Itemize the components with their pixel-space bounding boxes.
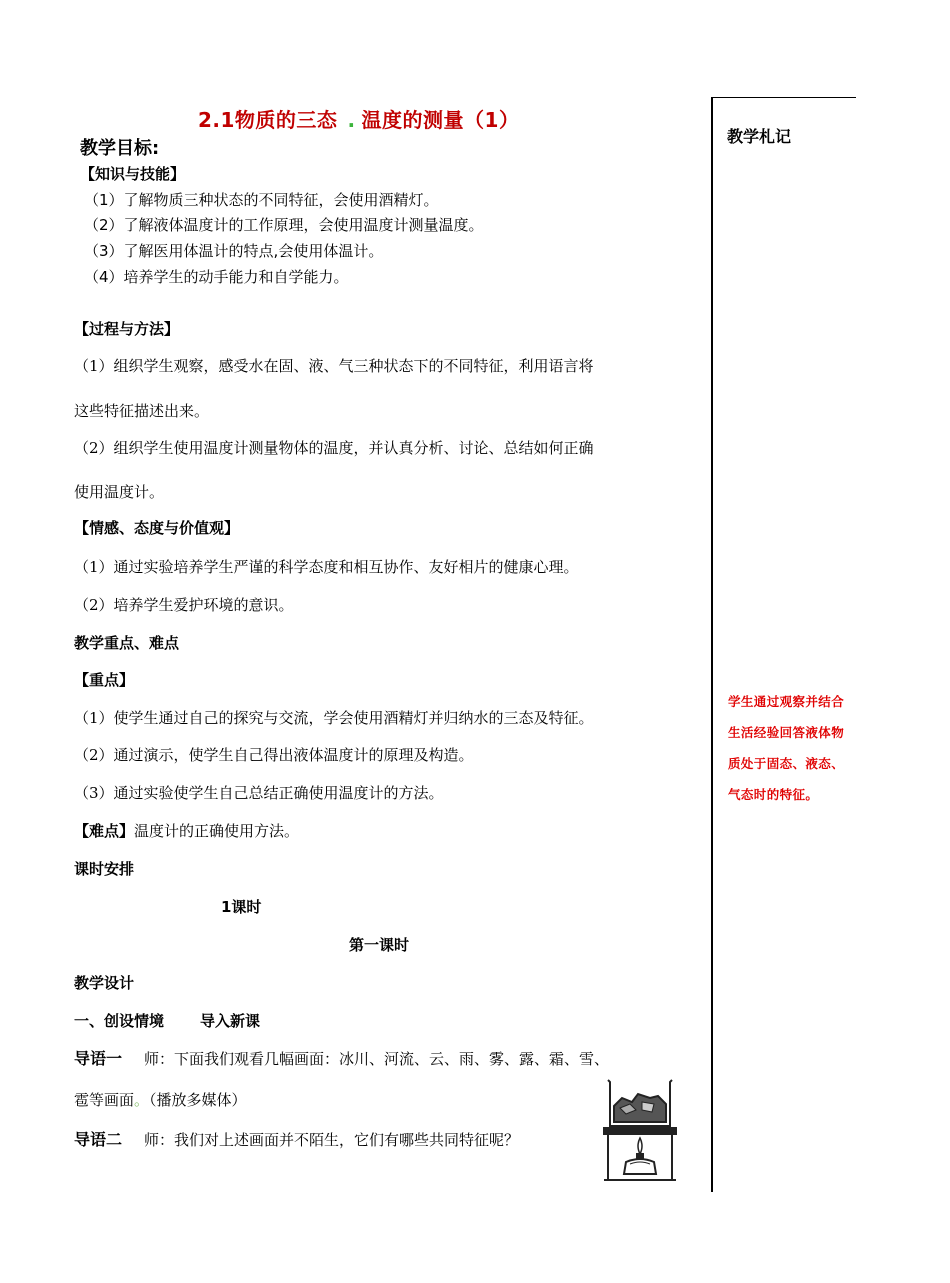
difficulty-text: 温度计的正确使用方法。 — [134, 822, 300, 840]
intro-2-text: 师：我们对上述画面并不陌生，它们有哪些共同特征呢？ — [144, 1131, 520, 1149]
knowledge-item-4: （4）培养学生的动手能力和自学能力。 — [84, 268, 349, 286]
beaker-burner-illustration — [600, 1076, 680, 1182]
process-item-2-cont: 使用温度计。 — [74, 483, 165, 501]
emotion-heading: 【情感、态度与价值观】 — [74, 519, 240, 537]
page-title — [198, 104, 519, 133]
knowledge-item-2: （2）了解液体温度计的工作原理，会使用温度计测量温度。 — [84, 216, 484, 234]
section-1-b: 导入新课 — [200, 1012, 261, 1030]
keypoints-heading: 教学重点、难点 — [74, 634, 180, 652]
intro-2-label: 导语二 — [74, 1130, 123, 1149]
intro-1-cont-line — [74, 1089, 247, 1110]
schedule-value: 1课时 — [221, 898, 262, 916]
intro-1-text: 师：下面我们观看几幅画面：冰川、河流、云、雨、雾、露、霜、雪、 — [144, 1050, 610, 1068]
intro-1 — [74, 1046, 609, 1069]
difficulty-line — [74, 820, 299, 841]
difficulty-label: 【难点】 — [74, 822, 135, 840]
title-part1: 2.1物质的三态 — [198, 108, 338, 132]
title-part2: 温度的测量（1） — [361, 108, 520, 132]
focus-item-3: （3）通过实验使学生自己总结正确使用温度计的方法。 — [74, 784, 444, 802]
focus-heading: 【重点】 — [74, 671, 135, 689]
focus-item-2: （2）通过演示，使学生自己得出液体温度计的原理及构造。 — [74, 746, 474, 764]
sidebar-top-rule — [711, 97, 856, 98]
sidebar-note: 学生通过观察并结合生活经验回答液体物质处于固态、液态、气态时的特征。 — [728, 694, 845, 802]
design-heading: 教学设计 — [74, 974, 135, 992]
objectives-heading: 教学目标: — [80, 138, 160, 159]
intro-2 — [74, 1127, 519, 1150]
intro-1-cont: 雹等画面 — [74, 1091, 135, 1109]
schedule-heading: 课时安排 — [74, 860, 135, 878]
process-item-1: （1）组织学生观察，感受水在固、液、气三种状态下的不同特征，利用语言将 — [74, 357, 594, 375]
process-heading: 【过程与方法】 — [74, 320, 180, 338]
focus-item-1: （1）使学生通过自己的探究与交流，学会使用酒精灯并归纳水的三态及特征。 — [74, 709, 594, 727]
sidebar-title: 教学札记 — [727, 127, 792, 146]
section-1-a: 一、创设情境 — [74, 1012, 165, 1030]
intro-1-label: 导语一 — [74, 1049, 123, 1068]
knowledge-heading: 【知识与技能】 — [80, 165, 186, 183]
intro-1-media: （播放多媒体） — [149, 1091, 247, 1109]
knowledge-item-3: （3）了解医用体温计的特点,会使用体温计。 — [84, 242, 384, 260]
process-item-1-cont: 这些特征描述出来。 — [74, 402, 210, 420]
process-item-2: （2）组织学生使用温度计测量物体的温度，并认真分析、讨论、总结如何正确 — [74, 439, 594, 457]
emotion-item-1: （1）通过实验培养学生严谨的科学态度和相互协作、友好相片的健康心理。 — [74, 558, 579, 576]
emotion-item-2: （2）培养学生爱护环境的意识。 — [74, 596, 294, 614]
section-1-heading — [74, 1010, 260, 1031]
lesson-title: 第一课时 — [349, 936, 410, 954]
title-separator: . — [347, 108, 356, 132]
intro-1-dot: 。 — [134, 1091, 150, 1109]
sidebar-divider — [711, 97, 713, 1192]
knowledge-item-1: （1）了解物质三种状态的不同特征，会使用酒精灯。 — [84, 191, 439, 209]
